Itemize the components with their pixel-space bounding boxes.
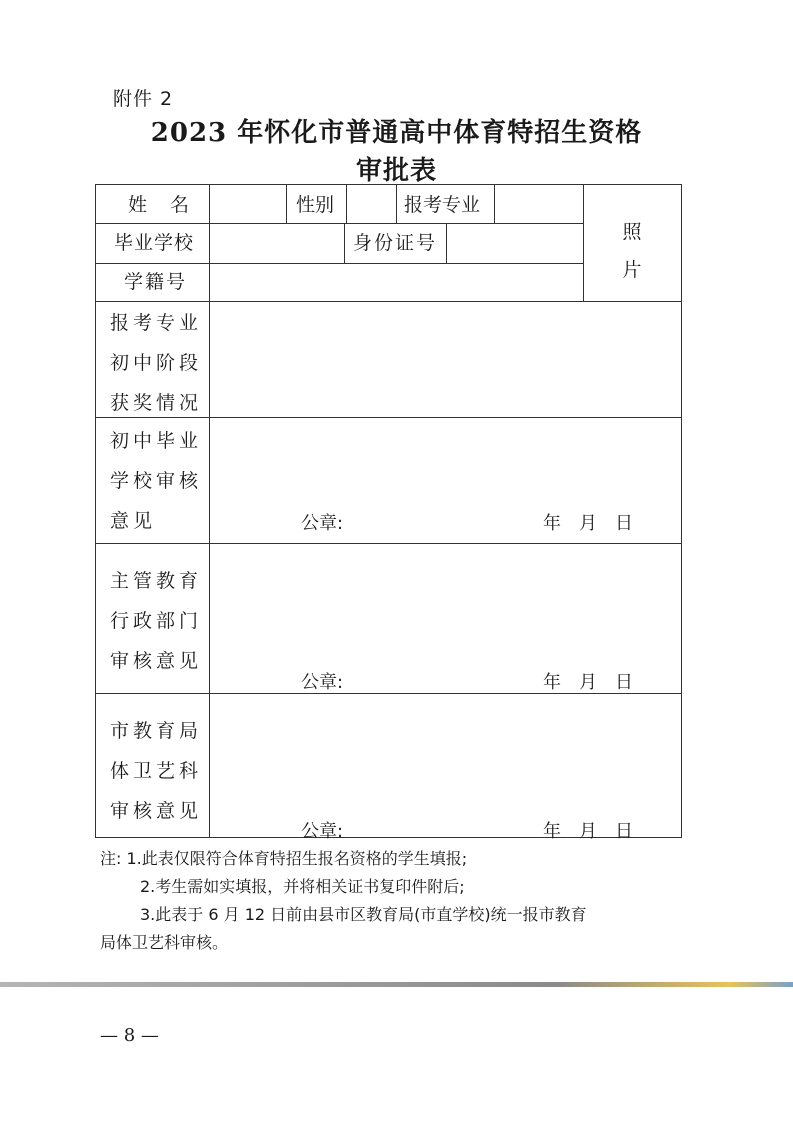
attachment-label: 附件 2 <box>113 88 174 110</box>
column-divider <box>346 185 347 223</box>
column-divider <box>396 185 397 223</box>
form-title: 2023 年怀化市普通高中体育特招生资格 <box>150 118 643 148</box>
id-number-label: 身份证号 <box>353 232 438 254</box>
education-dept-date-label: 年 月 日 <box>543 672 633 693</box>
form-notes <box>100 845 700 957</box>
row-divider <box>96 263 583 264</box>
city-bureau-seal-label: 公章: <box>301 821 344 842</box>
column-divider <box>446 223 447 263</box>
gender-label: 性别 <box>296 194 335 216</box>
awards-label: 报考专业 初中阶段 获奖情况 <box>110 312 203 414</box>
note-line: 局体卫艺科审核。 <box>100 933 229 952</box>
sport-specialty-label: 报考专业 <box>404 194 481 216</box>
row-divider <box>96 223 583 224</box>
school-review-label: 初中毕业 学校审核 意见 <box>110 430 203 532</box>
row-divider <box>96 543 681 544</box>
note-line: 2.考生需如实填报，并将相关证书复印件附后; <box>140 877 465 896</box>
column-divider <box>344 223 345 263</box>
school-date-label: 年 月 日 <box>543 513 633 534</box>
note-line: 注: 1.此表仅限符合体育特招生报名资格的学生填报; <box>100 849 468 868</box>
photo-label: 照 片 <box>622 221 642 281</box>
form-title-line2: 审批表 <box>355 156 437 186</box>
column-divider <box>286 185 287 223</box>
student-number-label: 学籍号 <box>124 271 188 293</box>
row-divider <box>96 301 681 302</box>
school-seal-label: 公章: <box>301 513 344 534</box>
approval-form-table <box>95 184 682 842</box>
footer-divider <box>0 982 793 987</box>
photo-column-divider <box>583 185 584 301</box>
graduation-school-label: 毕业学校 <box>114 232 195 254</box>
city-bureau-date-label: 年 月 日 <box>543 821 633 842</box>
page-number: — 8 — <box>100 1025 159 1046</box>
education-dept-review-label: 主管教育 行政部门 审核意见 <box>110 570 203 672</box>
column-divider <box>209 185 210 837</box>
city-bureau-review-label: 市教育局 体卫艺科 审核意见 <box>110 720 203 822</box>
name-label: 姓 名 <box>128 194 192 216</box>
note-line: 3.此表于 6 月 12 日前由县市区教育局(市直学校)统一报市教育 <box>140 905 587 924</box>
column-divider <box>494 185 495 223</box>
education-dept-seal-label: 公章: <box>301 672 344 693</box>
